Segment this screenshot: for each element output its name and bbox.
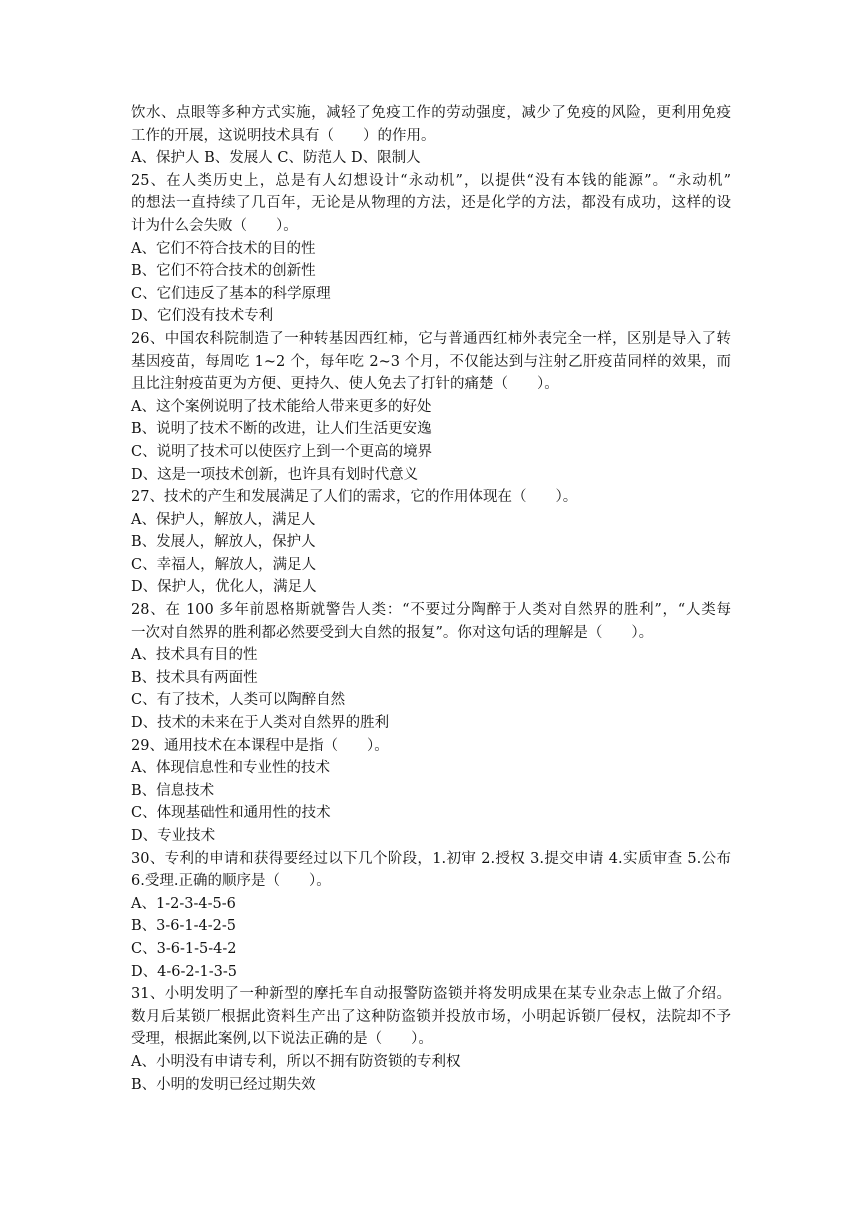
option-a: A、小明没有申请专利，所以不拥有防资锁的专利权 xyxy=(131,1053,461,1070)
option-b: B、3-6-1-4-2-5 xyxy=(131,918,237,935)
text-line: 饮水、点眼等多种方式实施，减轻了免疫工作的劳动强度，减少了免疫的风险，更利用免疫 xyxy=(131,105,731,121)
option-a: A、技术具有目的性 xyxy=(131,647,258,664)
text-line: 基因疫苗，每周吃 1~2 个，每年吃 2~3 个月，不仅能达到与注射乙肝疫苗同样的效果，而 xyxy=(131,353,731,370)
text-line: 受理，根据此案例,以下说法正确的是（ ）。 xyxy=(131,1031,433,1048)
option-c: C、3-6-1-5-4-2 xyxy=(131,940,237,957)
option-a: A、1-2-3-4-5-6 xyxy=(131,895,236,912)
text-line: 的想法一直持续了几百年，无论是从物理的方法，还是化学的方法，都没有成功，这样的设 xyxy=(131,195,731,212)
question-29: 29、通用技术在本课程中是指（ ）。 xyxy=(131,737,389,754)
option-d: D、这是一项技术创新，也许具有划时代意义 xyxy=(131,466,419,483)
option-b: B、说明了技术不断的改进，让人们生活更安逸 xyxy=(131,421,432,438)
option-d: D、技术的未来在于人类对自然界的胜利 xyxy=(131,715,390,732)
option-c: C、它们违反了基本的科学原理 xyxy=(131,285,331,302)
text-line: 工作的开展，这说明技术具有（ ）的作用。 xyxy=(131,127,436,144)
text-line: 数月后某锁厂根据此资料生产出了这种防盗锁并投放市场，小明起诉锁厂侵权，法院却不予 xyxy=(131,1008,731,1025)
option-a: A、它们不符合技术的目的性 xyxy=(131,240,316,257)
option-b: B、技术具有两面性 xyxy=(131,669,258,686)
option-b: B、小明的发明已经过期失效 xyxy=(131,1076,316,1093)
question-25: 25、在人类历史上，总是有人幻想设计“永动机”，以提供“没有本钱的能源”。“永动机” xyxy=(131,172,731,189)
text-line: 一次对自然界的胜利都必然要受到大自然的报复”。你对这句话的理解是（ ）。 xyxy=(131,624,654,641)
option-a: A、保护人，解放人，满足人 xyxy=(131,511,316,528)
option-c: C、幸福人，解放人，满足人 xyxy=(131,556,317,573)
question-30: 30、专利的申请和获得要经过以下几个阶段，1.初审 2.授权 3.提交申请 4.实质审查 5.公布 xyxy=(131,850,731,867)
option-c: C、有了技术，人类可以陶醉自然 xyxy=(131,692,346,709)
question-31: 31、小明发明了一种新型的摩托车自动报警防盗锁并将发明成果在某专业杂志上做了介绍。 xyxy=(131,986,731,1003)
text-line: 且比注射疫苗更为方便、更持久、使人免去了打针的痛楚（ ）。 xyxy=(131,376,559,393)
option-b: B、发展人，解放人，保护人 xyxy=(131,534,316,551)
option-c: C、体现基础性和通用性的技术 xyxy=(131,805,331,822)
text-line: 6.受理.正确的顺序是（ ）。 xyxy=(131,873,331,890)
option-d: D、它们没有技术专利 xyxy=(131,308,274,325)
document-page xyxy=(131,102,731,1096)
option-d: D、专业技术 xyxy=(131,828,216,844)
option-a: A、体现信息性和专业性的技术 xyxy=(131,760,330,777)
option-b: B、信息技术 xyxy=(131,782,215,799)
option-d: D、4-6-2-1-3-5 xyxy=(131,963,237,980)
text-line: 计为什么会失败（ ）。 xyxy=(131,217,298,234)
option-c: C、说明了技术可以使医疗上到一个更高的境界 xyxy=(131,443,433,460)
question-27: 27、技术的产生和发展满足了人们的需求，它的作用体现在（ ）。 xyxy=(131,489,578,506)
option-d: D、保护人，优化人，满足人 xyxy=(131,579,317,596)
answer-options: A、保护人 B、发展人 C、防范人 D、限制人 xyxy=(131,150,421,167)
question-28: 28、在 100 多年前恩格斯就警告人类：“不要过分陶醉于人类对自然界的胜利”，“人类每 xyxy=(131,602,731,619)
option-b: B、它们不符合技术的创新性 xyxy=(131,263,316,280)
question-26: 26、中国农科院制造了一种转基因西红柿，它与普通西红柿外表完全一样，区别是导入了转 xyxy=(131,330,731,347)
option-a: A、这个案例说明了技术能给人带来更多的好处 xyxy=(131,398,432,415)
